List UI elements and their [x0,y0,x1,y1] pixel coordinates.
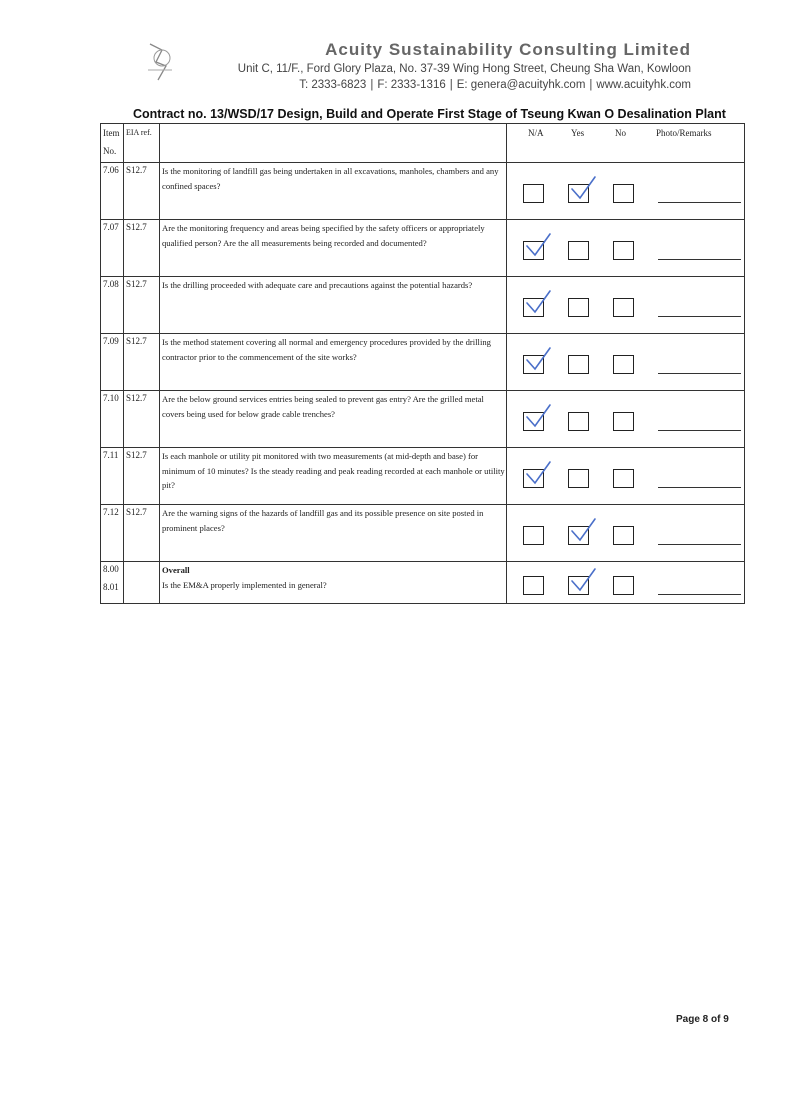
yes-checkbox[interactable] [568,469,589,488]
website: www.acuityhk.com [596,79,691,91]
page-number: Page 8 of 9 [676,1014,729,1025]
contract-title: Contract no. 13/WSD/17 Design, Build and Operate First Stage of Tseung Kwan O Desalination Plant [133,107,726,121]
row-divider [101,504,744,505]
eia-ref: S12.7 [126,165,147,175]
row-divider [101,561,744,562]
column-divider [159,124,160,603]
yes-checkbox[interactable] [568,298,589,317]
no-checkbox[interactable] [613,469,634,488]
remarks-line[interactable] [658,202,741,203]
remarks-line[interactable] [658,594,741,595]
check-mark-icon [524,289,552,315]
check-mark-icon [524,403,552,429]
item-description: Are the warning signs of the hazards of landfill gas and its possible presence on site posted in prominent places? [162,508,484,533]
check-mark-icon [569,567,597,593]
company-contact: T: 2333-6823 | F: 2333-1316 | E: genera@acuityhk.com | www.acuityhk.com [299,79,691,91]
header-na: N/A [528,128,544,138]
item-number: 7.09 [103,336,119,346]
email: E: genera@acuityhk.com [456,79,586,91]
checklist-table [100,123,745,604]
column-divider [506,124,507,603]
item-description: Is the drilling proceeded with adequate care and precautions against the potential hazards? [162,280,473,290]
item-description: Are the monitoring frequency and areas being specified by the safety officers or appropriately qualified person? Are the all measurements being recorded and documented? [162,223,485,248]
check-mark-icon [569,517,597,543]
eia-ref: S12.7 [126,393,147,403]
header-item: Item No. [103,128,120,156]
remarks-line[interactable] [658,430,741,431]
fax: F: 2333-1316 [377,79,446,91]
eia-ref: S12.7 [126,450,147,460]
item-description: Is the monitoring of landfill gas being undertaken in all excavations, manholes, chambers and any confined spaces? [162,166,499,191]
row-divider [101,276,744,277]
check-mark-icon [524,346,552,372]
header-photo-remarks: Photo/Remarks [656,128,712,138]
check-mark-icon [569,175,597,201]
item-description: Are the below ground services entries being sealed to prevent gas entry? Are the grilled metal covers being used for below grade cable trenches? [162,394,484,419]
remarks-line[interactable] [658,316,741,317]
no-checkbox[interactable] [613,576,634,595]
item-description: Is the method statement covering all normal and emergency procedures provided by the drilling contractor prior to the commencement of the site works? [162,337,491,362]
na-checkbox[interactable] [523,526,544,545]
row-divider [101,333,744,334]
item-number: 7.08 [103,279,119,289]
eia-ref: S12.7 [126,279,147,289]
no-checkbox[interactable] [613,241,634,260]
no-checkbox[interactable] [613,355,634,374]
eia-ref: S12.7 [126,507,147,517]
na-checkbox[interactable] [523,184,544,203]
eia-ref: S12.7 [126,336,147,346]
yes-checkbox[interactable] [568,412,589,431]
company-address: Unit C, 11/F., Ford Glory Plaza, No. 37-39 Wing Hong Street, Cheung Sha Wan, Kowloon [237,63,691,75]
remarks-line[interactable] [658,373,741,374]
item-description: Overall Is the EM&A properly implemented in general? [162,563,506,592]
row-divider [101,219,744,220]
header-eia-ref: EIA ref. [126,128,152,137]
item-number: 7.06 [103,165,119,175]
row-divider [101,390,744,391]
check-mark-icon [524,460,552,486]
phone: T: 2333-6823 [299,79,367,91]
item-number: 7.07 [103,222,119,232]
section-title: Overall [162,565,190,575]
eia-ref: S12.7 [126,222,147,232]
no-checkbox[interactable] [613,184,634,203]
remarks-line[interactable] [658,487,741,488]
remarks-line[interactable] [658,259,741,260]
yes-checkbox[interactable] [568,355,589,374]
header-yes: Yes [571,128,585,138]
no-checkbox[interactable] [613,298,634,317]
check-mark-icon [524,232,552,258]
company-name: Acuity Sustainability Consulting Limited [325,40,691,59]
header-no: No [615,128,626,138]
item-number: 8.00 8.01 [103,564,119,592]
no-checkbox[interactable] [613,412,634,431]
no-checkbox[interactable] [613,526,634,545]
item-number: 7.12 [103,507,119,517]
item-description: Is each manhole or utility pit monitored with two measurements (at mid-depth and base) for minimum of 10 minutes? Is the steady reading and peak reading recorded at each manhole or utility pit? [162,451,505,490]
item-number: 7.10 [103,393,119,403]
row-divider [101,162,744,163]
na-checkbox[interactable] [523,576,544,595]
row-divider [101,447,744,448]
company-logo [142,40,182,90]
column-divider [123,124,124,603]
yes-checkbox[interactable] [568,241,589,260]
item-number: 7.11 [103,450,119,460]
remarks-line[interactable] [658,544,741,545]
